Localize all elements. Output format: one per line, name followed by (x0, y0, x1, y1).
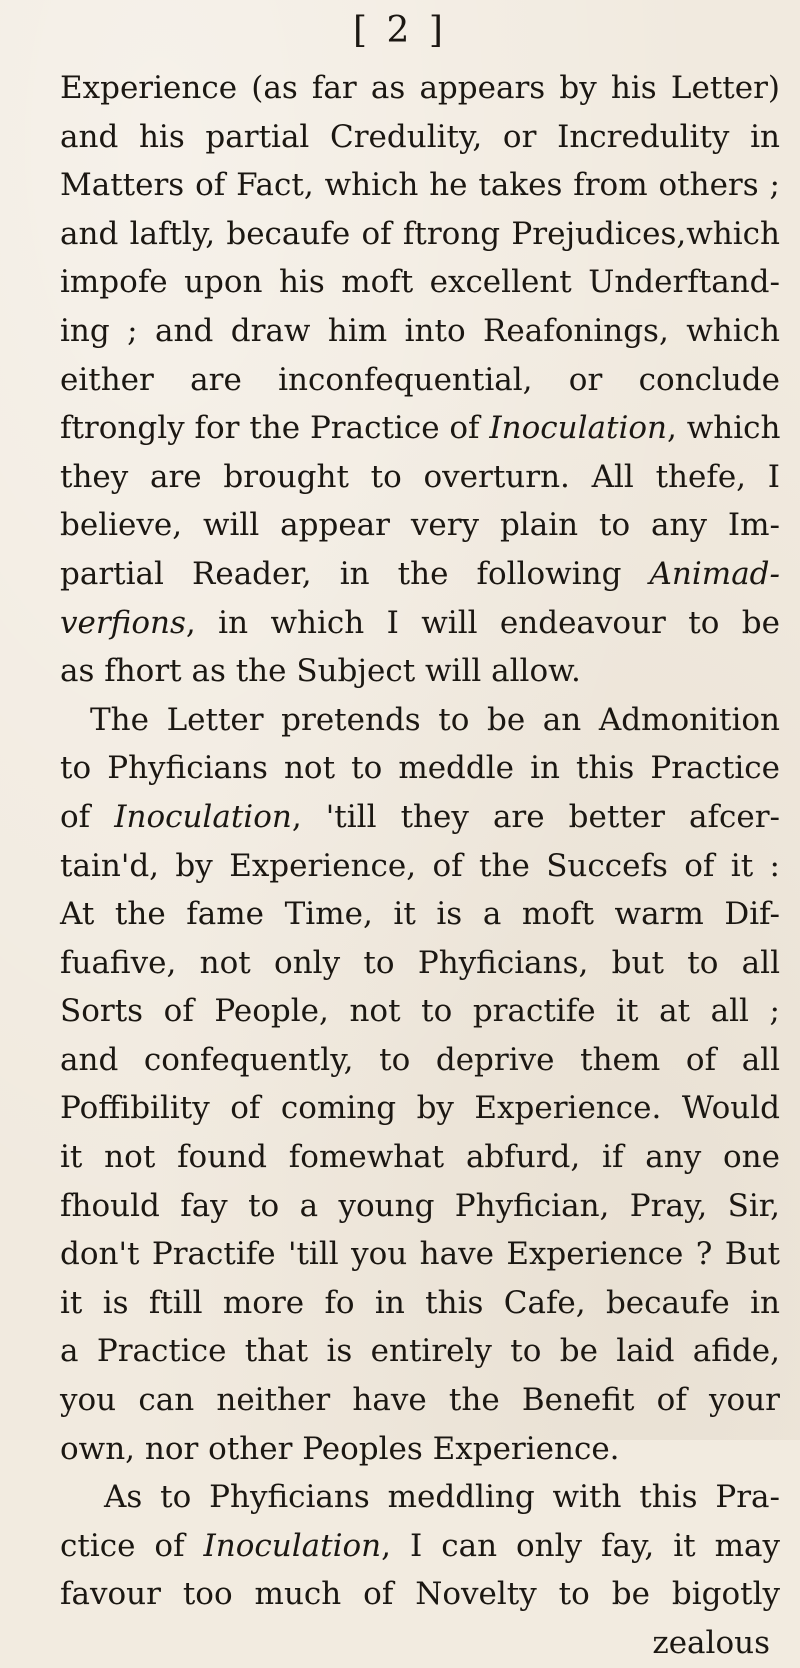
italic-term: Inoculation (114, 798, 292, 835)
text-line (60, 210, 780, 259)
text-line (60, 550, 780, 599)
text-segment: you can neither have the Benefit of your (60, 1382, 780, 1419)
text-segment: it not found fomewhat abfurd, if any one (60, 1139, 780, 1176)
text-segment: to Phyficians not to meddle in this Practice (60, 750, 780, 787)
italic-term: Inoculation (489, 410, 667, 447)
text-line (60, 1230, 780, 1279)
text-line (60, 696, 780, 745)
text-segment: ctice of (60, 1527, 204, 1564)
text-segment: Poffibility of coming by Experience. Would (60, 1090, 780, 1127)
text-segment: partial Reader, in the following (60, 555, 650, 592)
text-segment: Sorts of People, not to practife it at all ; (60, 993, 780, 1030)
page-number: [ 2 ] (353, 10, 447, 51)
text-line (60, 1570, 780, 1619)
text-line (60, 1425, 780, 1474)
text-line (60, 161, 780, 210)
text-segment: impofe upon his moft excellent Underftand- (60, 264, 780, 301)
text-line (60, 501, 780, 550)
text-segment: either are inconfequential, or conclude (60, 361, 780, 398)
text-line (60, 1084, 780, 1133)
text-segment: , in which I will endeavour to be (185, 604, 780, 641)
text-line (60, 939, 780, 988)
text-segment: and confequently, to deprive them of all (60, 1041, 780, 1078)
text-line (60, 453, 780, 502)
text-line (60, 64, 780, 113)
text-segment: and laftly, becaufe of ftrong Prejudices,which (60, 215, 780, 252)
text-line (60, 890, 780, 939)
body-text (60, 64, 780, 1668)
text-segment: it is ftill more fo in this Cafe, becaufe in (60, 1284, 780, 1321)
text-line (60, 1279, 780, 1328)
text-segment: At the fame Time, it is a moft warm Dif- (60, 896, 780, 933)
text-line (60, 1376, 780, 1425)
text-line (60, 1327, 780, 1376)
text-segment: , 'till they are better afcer- (291, 798, 780, 835)
italic-term: Animad- (649, 555, 780, 592)
text-segment: , which (667, 410, 781, 447)
text-line (60, 307, 780, 356)
text-segment: ftrongly for the Practice of (60, 410, 490, 447)
text-line (60, 647, 780, 696)
text-line (60, 113, 780, 162)
catchword (60, 1619, 780, 1668)
italic-term: Inoculation (203, 1527, 382, 1564)
text-line (60, 987, 780, 1036)
text-segment: a Practice that is entirely to be laid afide, (60, 1333, 780, 1370)
text-segment: of (60, 798, 115, 835)
text-segment: ing ; and draw him into Reafonings, which (60, 312, 780, 349)
text-segment: fhould fay to a young Phyfician, Pray, Sir, (60, 1187, 780, 1224)
text-line (60, 842, 780, 891)
text-line (60, 1473, 780, 1522)
text-line (60, 356, 780, 405)
text-segment: as fhort as the Subject will allow. (60, 653, 581, 690)
italic-term: verfions (60, 604, 186, 641)
text-segment: As to Phyficians meddling with this Pra- (104, 1479, 780, 1516)
text-segment: don't Practife 'till you have Experience ? But (60, 1236, 780, 1273)
text-segment: believe, will appear very plain to any Im- (60, 507, 780, 544)
text-line (60, 744, 780, 793)
text-line (60, 1036, 780, 1085)
text-line (60, 599, 780, 648)
text-segment: The Letter pretends to be an Admonition (90, 701, 780, 738)
text-segment: favour too much of Novelty to be bigotly (60, 1576, 780, 1613)
text-segment: Experience (as far as appears by his Letter) (60, 70, 780, 106)
text-line (60, 1133, 780, 1182)
text-line (60, 1182, 780, 1231)
text-segment: own, nor other Peoples Experience. (60, 1430, 620, 1467)
text-line (60, 1522, 780, 1571)
text-segment: fuafive, not only to Phyficians, but to all (60, 944, 780, 981)
text-segment: and his partial Credulity, or Incredulity in (60, 118, 780, 155)
text-segment: they are brought to overturn. All thefe, I (60, 458, 780, 495)
text-line (60, 258, 780, 307)
text-line (60, 793, 780, 842)
text-line (60, 404, 780, 453)
text-segment: tain'd, by Experience, of the Succefs of it : (60, 847, 780, 884)
text-segment: Matters of Fact, which he takes from others ; (60, 167, 780, 204)
text-segment: zealous (652, 1625, 770, 1661)
text-segment: , I can only fay, it may (381, 1527, 780, 1564)
